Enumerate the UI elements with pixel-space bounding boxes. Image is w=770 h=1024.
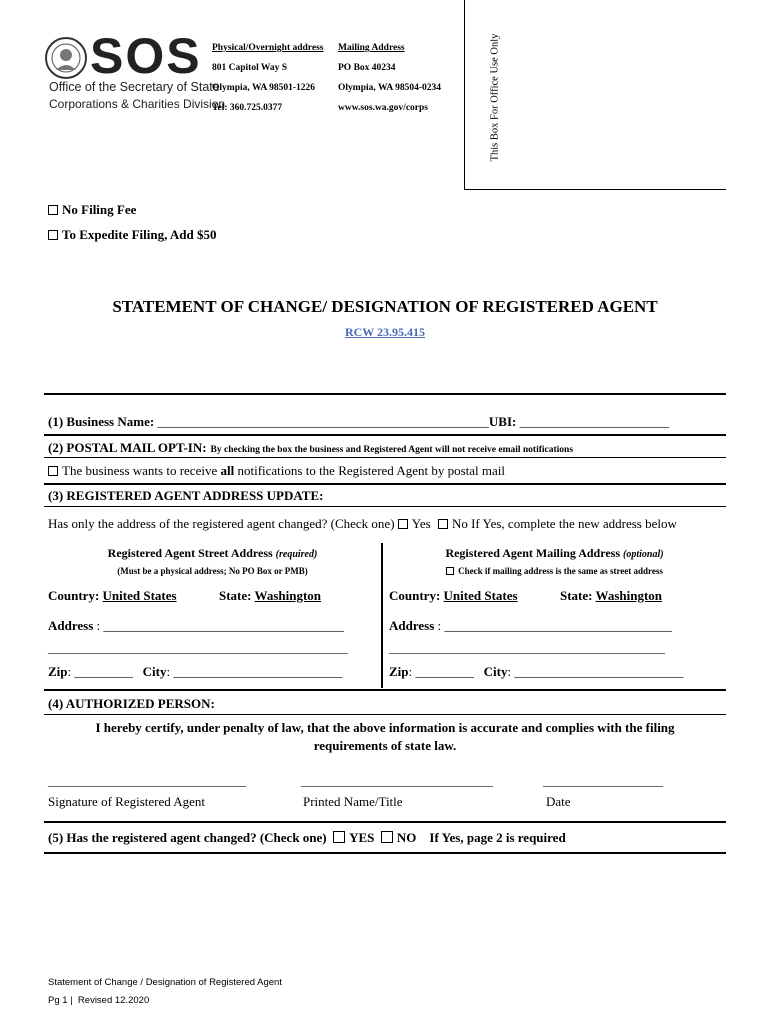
physical-city: Olympia, WA 98501-1226	[212, 83, 316, 93]
column-divider	[381, 543, 383, 688]
street-country-row: Country: United States	[48, 588, 177, 603]
street-state-row: State: Washington	[219, 588, 322, 603]
address-change-yes-checkbox[interactable]	[398, 519, 408, 529]
address-update-label: (3) REGISTERED AGENT ADDRESS UPDATE:	[48, 488, 324, 503]
postal-opt-in-row	[48, 439, 573, 457]
street-address-row: Address : _____________________________________	[48, 618, 344, 633]
postal-opt-in-label: (2) POSTAL MAIL OPT-IN:	[48, 440, 207, 455]
mailing-zip-city-row: Zip: _________ City: __________________________	[389, 664, 684, 679]
state-label: State	[219, 588, 248, 603]
city-label: City	[483, 664, 508, 679]
footer-form-name: Statement of Change / Designation of Registered Agent	[48, 977, 282, 988]
street-address-field-2[interactable]: __________________________________________________	[48, 641, 348, 655]
mailing-web: www.sos.wa.gov/corps	[338, 103, 428, 113]
optional-tag: (optional)	[623, 549, 664, 560]
mailing-heading: Mailing Address	[338, 43, 405, 53]
mailing-address-field[interactable]: ___________________________________	[444, 618, 672, 633]
address-label: Address	[389, 618, 435, 633]
required-tag: (required)	[275, 549, 318, 560]
mailing-city-field[interactable]: __________________________	[514, 664, 684, 679]
date-field[interactable]: ____________________	[543, 774, 663, 788]
office-use-label: This Box For Office Use Only	[489, 33, 501, 162]
office-use-box	[464, 0, 726, 190]
logo	[44, 28, 226, 112]
same-as-street-option[interactable]	[383, 566, 726, 576]
divider	[44, 714, 726, 715]
country-label: Country	[48, 588, 95, 603]
mailing-address-row: Address : ___________________________________	[389, 618, 672, 633]
certification-line-2: requirements of state law.	[313, 738, 457, 753]
same-as-street-label: Check if mailing address is the same as street address	[458, 566, 663, 576]
ubi-label: UBI:	[488, 414, 520, 429]
mailing-zip-field[interactable]: _________	[415, 664, 474, 679]
expedite-option[interactable]	[48, 227, 216, 243]
division-line: Corporations & Charities Division	[49, 97, 226, 111]
agent-changed-no-checkbox[interactable]	[381, 831, 393, 843]
date-label: Date	[546, 794, 571, 809]
checkbox[interactable]	[48, 466, 58, 476]
no-filing-fee-option[interactable]	[48, 202, 136, 218]
expedite-label: To Expedite Filing, Add $50	[62, 227, 217, 242]
authorized-person-label: (4) AUTHORIZED PERSON:	[48, 696, 215, 711]
no-filing-fee-label: No Filing Fee	[62, 202, 137, 217]
divider	[44, 689, 726, 691]
address-change-no-label: No	[451, 516, 468, 531]
street-address-note: (Must be a physical address; No PO Box or PMB)	[117, 566, 308, 576]
signature-label: Signature of Registered Agent	[48, 794, 206, 809]
state-label: State	[560, 588, 589, 603]
agent-changed-row	[48, 830, 566, 846]
agent-changed-question: (5) Has the registered agent changed? (Check one)	[48, 830, 327, 845]
office-line: Office of the Secretary of State	[49, 80, 220, 94]
street-address-field[interactable]: _____________________________________	[103, 618, 344, 633]
sos-logo-text: SOS	[90, 28, 202, 84]
mailing-country-row: Country: United States	[389, 588, 518, 603]
mailing-address-field-2[interactable]: ______________________________________________	[389, 641, 665, 655]
address-change-question: Has only the address of the registered agent changed? (Check one)	[48, 516, 395, 531]
postal-opt-in-option[interactable]	[48, 463, 505, 479]
mailing-address-block	[338, 38, 441, 118]
address-change-question-row	[48, 516, 677, 532]
street-city-field[interactable]: __________________________	[173, 664, 343, 679]
physical-address-block	[212, 38, 323, 118]
street-country-value[interactable]: United States	[102, 588, 177, 603]
divider	[44, 506, 726, 507]
agent-changed-no-label: NO	[396, 830, 417, 845]
mailing-address-heading-text: Registered Agent Mailing Address	[445, 546, 620, 560]
checkbox[interactable]	[48, 230, 58, 240]
street-address-heading-text: Registered Agent Street Address	[107, 546, 273, 560]
address-label: Address	[48, 618, 94, 633]
opt-in-text-all: all	[220, 463, 235, 478]
postal-opt-in-note: By checking the box the business and Registered Agent will not receive email notifications	[210, 445, 574, 455]
opt-in-text-post: notifications to the Registered Agent by postal mail	[234, 463, 506, 478]
street-state-value[interactable]: Washington	[254, 588, 322, 603]
state-seal-icon	[44, 36, 88, 80]
divider	[44, 852, 726, 854]
mailing-country-value[interactable]: United States	[443, 588, 518, 603]
divider	[44, 393, 726, 395]
street-zip-field[interactable]: _________	[74, 664, 133, 679]
country-label: Country	[389, 588, 436, 603]
address-change-instruction: If Yes, complete the new address below	[471, 516, 677, 531]
mailing-address-heading	[383, 546, 726, 561]
mailing-state-value[interactable]: Washington	[595, 588, 663, 603]
business-name-label: (1) Business Name:	[48, 414, 158, 429]
physical-tel: Tel: 360.725.0377	[212, 103, 283, 113]
mailing-city: Olympia, WA 98504-0234	[338, 83, 442, 93]
business-name-row	[48, 414, 669, 430]
address-change-yes-label: Yes	[411, 516, 431, 531]
printed-name-field[interactable]: ________________________________	[301, 774, 493, 788]
checkbox[interactable]	[48, 205, 58, 215]
rcw-link[interactable]: RCW 23.95.415	[344, 325, 426, 339]
zip-label: Zip	[48, 664, 68, 679]
physical-street: 801 Capitol Way S	[212, 63, 288, 73]
street-address-heading	[44, 546, 381, 561]
certification-line-1: I hereby certify, under penalty of law, that the above information is accurate and complies with the filing	[95, 720, 675, 735]
physical-heading: Physical/Overnight address	[212, 43, 324, 53]
same-as-street-checkbox[interactable]	[446, 567, 454, 575]
city-label: City	[142, 664, 167, 679]
address-change-no-checkbox[interactable]	[438, 519, 448, 529]
footer-page-revision: Pg 1 | Revised 12.2020	[48, 995, 150, 1006]
agent-changed-yes-checkbox[interactable]	[333, 831, 345, 843]
ubi-field[interactable]: _______________________	[519, 414, 670, 429]
divider	[44, 434, 726, 436]
agent-changed-yes-label: YES	[349, 830, 375, 845]
mailing-state-row: State: Washington	[560, 588, 663, 603]
divider	[44, 821, 726, 823]
form-title: STATEMENT OF CHANGE/ DESIGNATION OF REGISTERED AGENT	[112, 297, 658, 316]
zip-label: Zip	[389, 664, 409, 679]
agent-changed-instruction: If Yes, page 2 is required	[429, 830, 566, 845]
mailing-box: PO Box 40234	[338, 63, 396, 73]
street-zip-city-row: Zip: _________ City: __________________________	[48, 664, 343, 679]
printed-name-label: Printed Name/Title	[303, 794, 403, 809]
divider	[44, 483, 726, 485]
business-name-field[interactable]: ___________________________________________________	[157, 414, 489, 429]
divider	[44, 457, 726, 458]
signature-field[interactable]: _________________________________	[48, 774, 246, 788]
opt-in-text-pre: The business wants to receive	[62, 463, 221, 478]
